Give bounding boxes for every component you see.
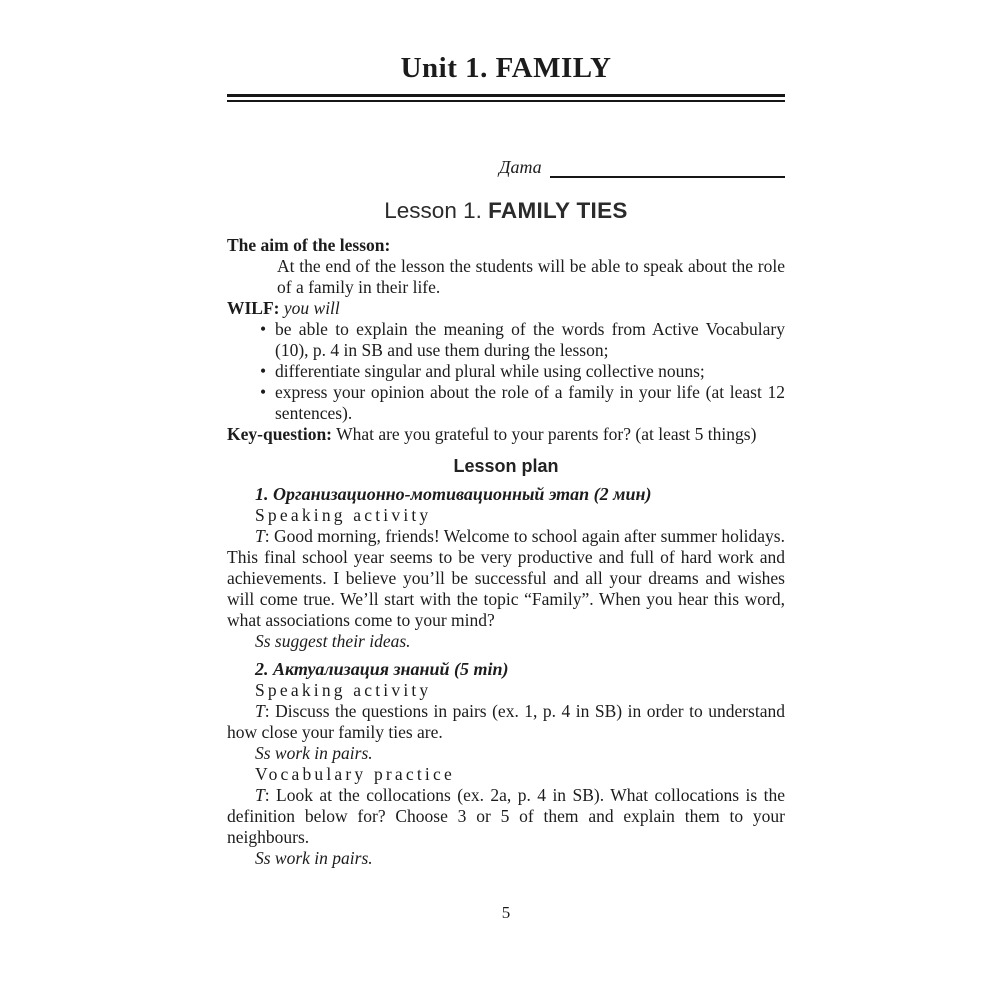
students-action: Ss work in pairs. <box>255 743 373 763</box>
teacher-label: T <box>255 785 265 805</box>
page-number: 5 <box>501 903 511 922</box>
students-action: Ss suggest their ideas. <box>255 631 411 651</box>
teacher-text: : Good morning, friends! Welcome to school again after summer holidays. This final school year seems to be very productive and full of hard work and achievements. I believe you’ll be successful and all your dreams and wishes will come true. We’ll start with the topic “Family”. When you hear this word, what associations come to your mind? <box>227 526 785 630</box>
date-row <box>499 156 785 178</box>
unit-title: Unit 1. FAMILY <box>400 52 612 84</box>
key-question-text: What are you grateful to your parents for? (at least 5 things) <box>336 424 757 444</box>
wilf-bullet-list <box>227 319 785 424</box>
lesson-title-name: FAMILY TIES <box>488 198 628 223</box>
wilf-line <box>227 298 785 319</box>
aim-heading: The aim of the lesson: <box>227 235 391 255</box>
content-column <box>227 0 785 869</box>
teacher-paragraph <box>227 785 785 848</box>
wilf-bullet-item: • be able to explain the meaning of the words from Active Vocabulary (10), p. 4 in SB and use them during the lesson; <box>275 319 785 361</box>
students-action: Ss work in pairs. <box>255 848 373 868</box>
wilf-label: WILF: <box>227 298 280 318</box>
teacher-label: T <box>255 526 265 546</box>
lesson-title <box>227 198 785 224</box>
plan-section-title: 1. Организационно-мотивационный этап (2 мин) <box>255 484 652 504</box>
teacher-paragraph <box>227 526 785 631</box>
lesson-plan-heading: Lesson plan <box>453 456 559 476</box>
plan-section-title: 2. Актуализация знаний (5 min) <box>255 659 509 679</box>
aim-text: At the end of the lesson the students will be able to speak about the role of a family in their life. <box>277 256 785 297</box>
teacher-paragraph <box>227 701 785 743</box>
activity-label: Speaking activity <box>255 505 432 525</box>
wilf-intro: you will <box>283 298 340 318</box>
date-label: Дата <box>499 157 542 177</box>
teacher-label: T <box>255 701 265 721</box>
activity-label: Vocabulary practice <box>255 764 455 784</box>
double-rule-divider <box>227 94 785 102</box>
date-blank-line <box>550 158 785 178</box>
key-question-label: Key-question: <box>227 424 332 444</box>
wilf-bullet-item: • express your opinion about the role of a family in your life (at least 12 sentences). <box>275 382 785 424</box>
lesson-body <box>227 235 785 869</box>
key-question <box>227 424 785 445</box>
activity-label: Speaking activity <box>255 680 432 700</box>
teacher-text: : Discuss the questions in pairs (ex. 1, p. 4 in SB) in order to understand how close your family ties are. <box>227 701 785 742</box>
teacher-text: : Look at the collocations (ex. 2a, p. 4 in SB). What collocations is the definition below for? Choose 3 or 5 of them and explain them to your neighbours. <box>227 785 785 847</box>
wilf-bullet-item: • differentiate singular and plural while using collective nouns; <box>275 361 785 382</box>
lesson-title-prefix: Lesson 1. <box>384 198 489 223</box>
